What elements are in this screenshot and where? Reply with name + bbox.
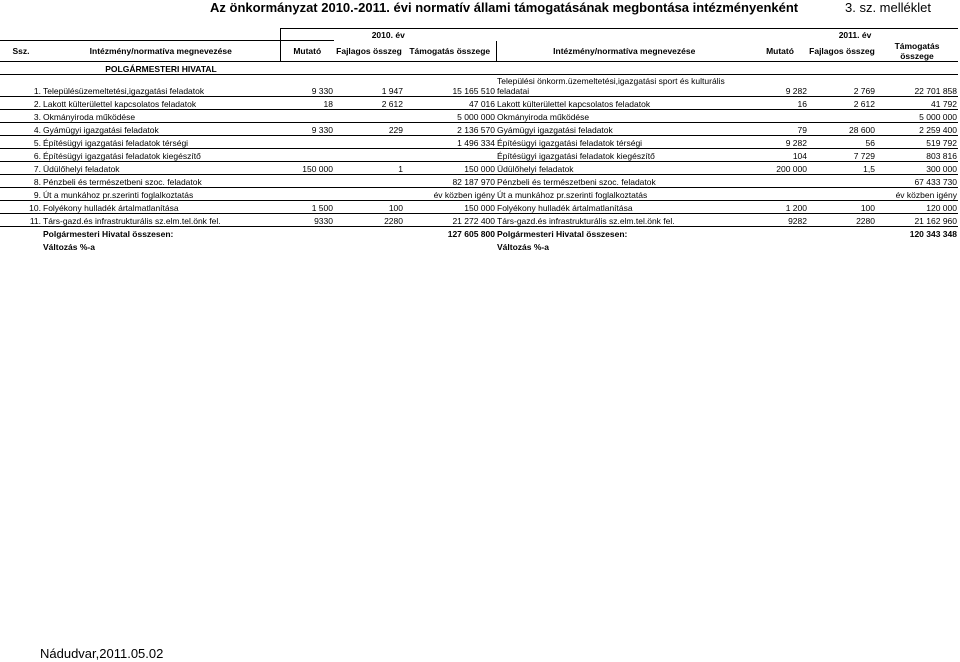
- row-fajlagos-right: [808, 187, 876, 200]
- year-left: 2010. év: [280, 29, 496, 41]
- header-tamogatas-right: Támogatás összege: [894, 40, 940, 61]
- row-fajlagos-left: [334, 187, 404, 200]
- row-name-right: Lakott külterülettel kapcsolatos feladatok: [497, 98, 651, 109]
- table-row: [0, 135, 958, 148]
- header-mutato-right: Mutató: [766, 45, 794, 56]
- row-fajlagos-left: 1 947: [381, 85, 403, 96]
- table-row: [0, 109, 958, 122]
- row-name-right: Települési önkorm.üzemeltetési,igazgatási sport és kulturális feladatai: [497, 75, 725, 96]
- row-mutato-left: 18: [323, 98, 333, 109]
- row-name-left: Pénzbeli és természetbeni szoc. feladatok: [43, 176, 202, 187]
- row-tamogatas-right: 300 000: [926, 163, 957, 174]
- table-row: [0, 174, 958, 187]
- header-fajlagos-right: Fajlagos összeg: [809, 45, 875, 56]
- row-mutato-left: [280, 148, 334, 161]
- document-title: Az önkormányzat 2010.-2011. évi normatív állami támogatásának megbontása intézményenként: [210, 0, 799, 15]
- row-tamogatas-left: 15 165 510: [452, 85, 495, 96]
- row-mutato-right: [752, 187, 808, 200]
- table-row: [0, 200, 958, 213]
- row-number: 2.: [33, 98, 41, 109]
- row-tamogatas-right: év közben igény: [895, 189, 957, 200]
- table-row: [0, 74, 958, 96]
- row-name-left: Út a munkához pr.szerinti foglalkoztatás: [43, 189, 194, 200]
- table-row: [0, 213, 958, 226]
- row-tamogatas-left: 47 016: [469, 98, 495, 109]
- section-title: POLGÁRMESTERI HIVATAL: [105, 63, 217, 74]
- row-tamogatas-left: 150 000: [464, 202, 495, 213]
- row-name-right: Üdülőhelyi feladatok: [497, 163, 574, 174]
- row-name-left: Gyámügyi igazgatási feladatok: [43, 124, 159, 135]
- row-fajlagos-left: [334, 109, 404, 122]
- row-tamogatas-left: 150 000: [464, 163, 495, 174]
- row-fajlagos-left: [334, 135, 404, 148]
- row-name-left: Építésügyi igazgatási feladatok kiegészítő: [43, 150, 201, 161]
- row-fajlagos-right: [808, 174, 876, 187]
- row-mutato-right: 9 282: [785, 85, 807, 96]
- row-number: 11.: [29, 215, 41, 226]
- row-fajlagos-left: 1: [398, 163, 403, 174]
- row-fajlagos-right: 1,5: [863, 163, 875, 174]
- total-label-right: Polgármesteri Hivatal összesen:: [497, 229, 628, 239]
- row-tamogatas-right: 120 000: [926, 202, 957, 213]
- row-name-left: Okmányiroda működése: [43, 111, 136, 122]
- row-mutato-right: 79: [797, 124, 807, 135]
- row-tamogatas-left: 2 136 570: [457, 124, 495, 135]
- total-value-left: 127 605 800: [447, 229, 495, 239]
- row-fajlagos-right: 7 729: [853, 150, 875, 161]
- row-name-right: Gyámügyi igazgatási feladatok: [497, 124, 613, 135]
- row-name-left: Építésügyi igazgatási feladatok térségi: [43, 137, 189, 148]
- row-number: 7.: [33, 163, 41, 174]
- row-mutato-right: [752, 109, 808, 122]
- row-number: 3.: [33, 111, 41, 122]
- year-right: 2011. év: [752, 29, 958, 41]
- row-mutato-right: 104: [792, 150, 807, 161]
- row-mutato-left: [280, 135, 334, 148]
- table-row: [0, 187, 958, 200]
- row-mutato-right: 1 200: [785, 202, 807, 213]
- row-name-right: Folyékony hulladék ártalmatlanítása: [497, 202, 633, 213]
- row-name-right: Társ-gazd.és infrastrukturális sz.elm.tel.önk fel.: [497, 215, 675, 226]
- row-mutato-left: 1 500: [311, 202, 333, 213]
- row-number: 9.: [33, 189, 41, 200]
- table-row: [0, 161, 958, 174]
- header-fajlagos-left: Fajlagos összeg: [336, 45, 402, 56]
- row-mutato-left: 150 000: [302, 163, 333, 174]
- row-fajlagos-right: 28 600: [849, 124, 875, 135]
- row-fajlagos-left: [334, 148, 404, 161]
- row-name-left: Lakott külterülettel kapcsolatos feladatok: [43, 98, 197, 109]
- row-name-left: Folyékony hulladék ártalmatlanítása: [43, 202, 179, 213]
- row-tamogatas-left: [404, 148, 496, 161]
- row-tamogatas-right: 5 000 000: [919, 111, 957, 122]
- row-mutato-left: 9 330: [311, 85, 333, 96]
- header-name-left: Intézmény/normatíva megnevezése: [42, 41, 280, 62]
- row-number: 4.: [33, 124, 41, 135]
- row-fajlagos-left: [334, 174, 404, 187]
- row-tamogatas-right: 21 162 960: [914, 215, 957, 226]
- row-number: 6.: [33, 150, 41, 161]
- row-fajlagos-right: 2280: [856, 215, 875, 226]
- attachment-label: 3. sz. melléklet: [845, 0, 931, 15]
- row-tamogatas-right: 22 701 858: [914, 85, 957, 96]
- row-name-right: Út a munkához pr.szerinti foglalkoztatás: [497, 189, 648, 200]
- table-row: [0, 122, 958, 135]
- row-name-right: Pénzbeli és természetbeni szoc. feladatok: [497, 176, 656, 187]
- row-number: 5.: [33, 137, 41, 148]
- row-tamogatas-right: 803 816: [926, 150, 957, 161]
- row-tamogatas-left: év közben igény: [433, 189, 495, 200]
- header-ssz: Ssz.: [0, 41, 42, 62]
- row-name-left: Üdülőhelyi feladatok: [43, 163, 120, 174]
- row-fajlagos-left: 2280: [384, 215, 403, 226]
- row-name-left: Településüzemeltetési,igazgatási feladatok: [43, 85, 205, 96]
- header-mutato-left: Mutató: [280, 41, 334, 62]
- change-label-right: Változás %-a: [497, 242, 549, 252]
- row-number: 8.: [33, 176, 41, 187]
- header-tamogatas-left: Támogatás összege: [409, 45, 491, 56]
- total-value-right: 120 343 348: [909, 229, 957, 239]
- row-name-right: Építésügyi igazgatási feladatok kiegészítő: [497, 150, 655, 161]
- table-row: [0, 148, 958, 161]
- row-mutato-left: 9330: [314, 215, 333, 226]
- row-mutato-left: [280, 109, 334, 122]
- row-fajlagos-left: 229: [388, 124, 403, 135]
- row-mutato-right: 9 282: [785, 137, 807, 148]
- allocation-table: [0, 28, 958, 252]
- row-tamogatas-right: 67 433 730: [914, 176, 957, 187]
- date-footer: Nádudvar,2011.05.02: [40, 646, 164, 661]
- table-row: [0, 96, 958, 109]
- row-number: 10.: [29, 202, 41, 213]
- row-number: 1.: [33, 85, 41, 96]
- row-mutato-right: 16: [797, 98, 807, 109]
- row-fajlagos-left: 100: [388, 202, 403, 213]
- row-tamogatas-right: 2 259 400: [919, 124, 957, 135]
- change-label-left: Változás %-a: [43, 242, 95, 252]
- row-mutato-left: [280, 187, 334, 200]
- header-name-right: Intézmény/normatíva megnevezése: [496, 41, 752, 62]
- row-tamogatas-right: 41 792: [931, 98, 957, 109]
- row-tamogatas-right: 519 792: [926, 137, 957, 148]
- row-tamogatas-left: 1 496 334: [457, 137, 495, 148]
- row-name-right: Építésügyi igazgatási feladatok térségi: [497, 137, 643, 148]
- row-name-right: Okmányiroda működése: [497, 111, 590, 122]
- row-fajlagos-right: 56: [865, 137, 875, 148]
- total-label-left: Polgármesteri Hivatal összesen:: [43, 229, 174, 239]
- row-fajlagos-right: [808, 109, 876, 122]
- row-fajlagos-right: 2 769: [853, 85, 875, 96]
- row-mutato-left: 9 330: [311, 124, 333, 135]
- row-mutato-right: 200 000: [776, 163, 807, 174]
- row-tamogatas-left: 82 187 970: [452, 176, 495, 187]
- row-mutato-right: [752, 174, 808, 187]
- row-mutato-right: 9282: [788, 215, 807, 226]
- row-name-left: Társ-gazd.és infrastrukturális sz.elm.tel.önk fel.: [43, 215, 221, 226]
- row-tamogatas-left: 21 272 400: [452, 215, 495, 226]
- row-mutato-left: [280, 174, 334, 187]
- row-tamogatas-left: 5 000 000: [457, 111, 495, 122]
- row-fajlagos-right: 2 612: [853, 98, 875, 109]
- row-fajlagos-right: 100: [860, 202, 875, 213]
- row-fajlagos-left: 2 612: [381, 98, 403, 109]
